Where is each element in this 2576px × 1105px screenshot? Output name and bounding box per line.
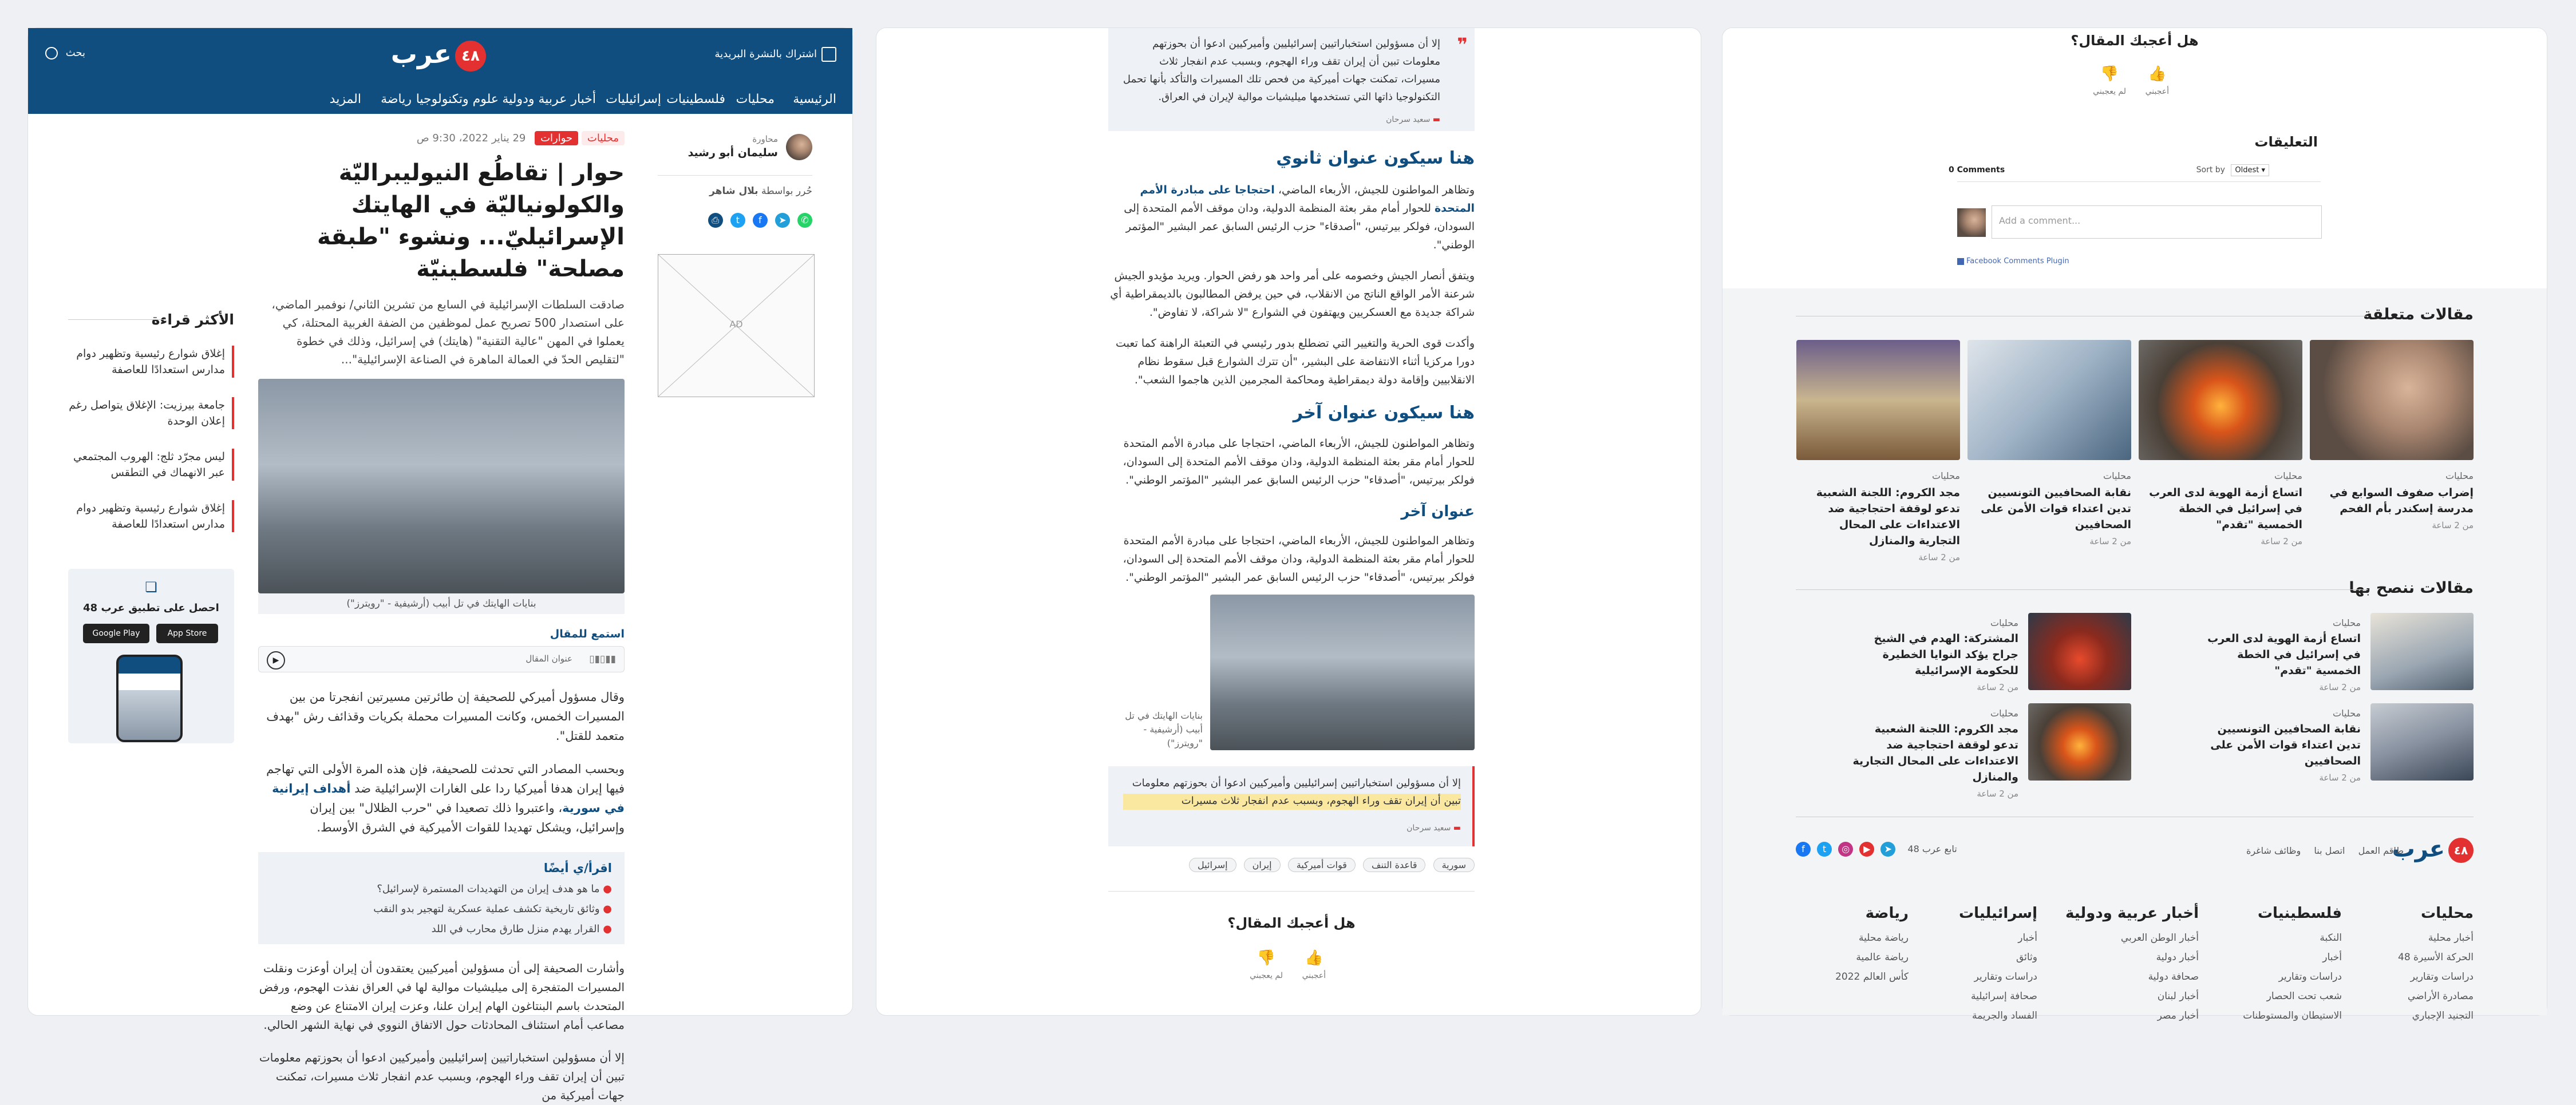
related-category: محليات bbox=[2274, 470, 2302, 481]
related-image[interactable] bbox=[2139, 340, 2302, 460]
subcategory-tag[interactable]: حوارات bbox=[535, 131, 578, 145]
footer-link[interactable]: اتصل بنا bbox=[2314, 845, 2345, 856]
footer-column-title[interactable]: فلسطينيات bbox=[2257, 905, 2342, 922]
recommended-image[interactable] bbox=[2028, 613, 2131, 690]
read-also-title: اقرأ/ي أيضًا bbox=[543, 861, 612, 875]
instagram-icon[interactable]: ◎ bbox=[1838, 842, 1853, 857]
edited-by-prefix: حُرر بواسطة bbox=[761, 185, 812, 197]
footer-item[interactable]: أخبار bbox=[2018, 932, 2037, 944]
related-time: من 2 ساعة bbox=[2261, 536, 2302, 546]
footer-item[interactable]: كأس العالم 2022 bbox=[1835, 971, 1909, 983]
article-body bbox=[1108, 142, 1475, 587]
sort-select[interactable]: Oldest ▾ bbox=[2231, 164, 2269, 176]
paragraph: وتظاهر المواطنون للجيش، الأربعاء الماضي، احتجاجا على مبادرة الأمم المتحدة للحوار أمام مقر بعثة المنظمة الدولية، ودان موقف الأمم المتحدة إلى السودان، فولكر بيرتيس، "أصدقاء" حزب الرئيس السابق عمر البشير "المؤتمر الوطني". bbox=[1123, 437, 1475, 486]
highlight-quote: إلا أن مسؤولين استخباراتيين إسرائيليين وأميركيين ادعوا أن بحوزتهم معلومات تبين أن إيران تقف وراء الهجوم، وبسبب عدم انفجار ثلاث مسيرات ▬ سعيد سرحان bbox=[1108, 766, 1475, 846]
play-icon[interactable]: ▶ bbox=[267, 651, 285, 670]
footer-item[interactable]: الفساد والجريمة bbox=[1972, 1010, 2037, 1021]
youtube-icon[interactable]: ▶ bbox=[1859, 842, 1874, 857]
feedback-question: هل أعجبك المقال؟ bbox=[1227, 915, 1356, 931]
nav-item[interactable]: الرئيسية bbox=[793, 92, 836, 106]
nav-item[interactable]: المزيد bbox=[329, 92, 361, 106]
inline-image[interactable] bbox=[1210, 595, 1475, 750]
read-also-box bbox=[258, 852, 625, 944]
newsletter-icon bbox=[821, 47, 836, 62]
quote-author: سعيد سرحان bbox=[1386, 115, 1431, 124]
paragraph: وتظاهر المواطنون للجيش، الأربعاء الماضي، احتجاجا على مبادرة الأمم المتحدة للحوار أمام مقر بعثة المنظمة الدولية، ودان موقف الأمم المتحدة إلى السودان، فولكر بيرتيس، "أصدقاء" حزب الرئيس السابق عمر البشير "المؤتمر الوطني". bbox=[1123, 534, 1475, 584]
quote-icon: ❞ bbox=[1457, 34, 1468, 56]
related-headline[interactable]: نقابة الصحافيين التونسيين تدين اعتداء قوات الأمن على الصحافيين bbox=[1981, 486, 2131, 531]
twitter-icon[interactable]: t bbox=[1817, 842, 1832, 857]
editor-name[interactable]: بلال شاهر bbox=[709, 185, 758, 197]
article-meta bbox=[258, 131, 625, 145]
related-card[interactable] bbox=[1967, 340, 2131, 546]
tag-pill[interactable]: قوات أميركية bbox=[1288, 858, 1356, 872]
footer-item[interactable]: أخبار الوطن العربي bbox=[2120, 932, 2199, 944]
related-card[interactable] bbox=[2139, 340, 2302, 546]
most-read-item[interactable]: إغلاق شوارع رئيسية وتظهير دوام مدارس استعدادًا للعاصفة bbox=[68, 346, 234, 378]
most-read-item[interactable]: ليس مجرّد ثلج: الهروب المجتمعي عبر الانهماك في التطقس bbox=[68, 449, 234, 481]
twitter-icon[interactable]: t bbox=[730, 213, 745, 228]
footer-column bbox=[2056, 905, 2199, 1029]
footer-item[interactable]: دراسات وتقارير bbox=[2410, 971, 2474, 983]
share-bar bbox=[708, 213, 812, 228]
read-also-item[interactable]: ● وثائق تاريخية تكشف عملية عسكرية لتهجير بدو النقب bbox=[373, 903, 612, 915]
recommended-time: من 2 ساعة bbox=[1977, 789, 2018, 799]
nav-item[interactable]: أخبار عربية ودولية bbox=[502, 92, 596, 106]
article-title: حوار | تقاطُع النيوليبراليّة والكولونياليّة في الهايتك الإسرائيليّ... ونشوء "طبقة مصلحة" فلسطينيّة bbox=[317, 160, 625, 282]
footer-link[interactable]: وظائف شاغرة bbox=[2246, 845, 2301, 856]
related-image[interactable] bbox=[1967, 340, 2131, 460]
dislike-label: لم يعجبني bbox=[1250, 971, 1283, 980]
footer-column-title[interactable]: محليات bbox=[2421, 905, 2474, 922]
quote-author: سعيد سرحان bbox=[1406, 823, 1451, 833]
app-icon: ❏ bbox=[145, 579, 157, 595]
site-logo[interactable] bbox=[391, 38, 486, 72]
footer-item[interactable]: دراسات وتقارير bbox=[1974, 971, 2037, 983]
footer-item[interactable]: أخبار دولية bbox=[2156, 952, 2199, 963]
follow-label: تابع عرب 48 bbox=[1907, 843, 1957, 854]
related-time: من 2 ساعة bbox=[2089, 536, 2131, 546]
facebook-icon[interactable]: f bbox=[753, 213, 768, 228]
subscribe-link[interactable] bbox=[714, 47, 836, 62]
footer-links bbox=[2246, 845, 2404, 856]
article-top-panel bbox=[27, 27, 853, 1102]
recommended-item[interactable] bbox=[2206, 617, 2361, 692]
most-read-item[interactable]: جامعة بيرزيت: الإغلاق يتواصل رغم إعلان الوحدة bbox=[68, 397, 234, 429]
author-name[interactable]: سليمان أبو رشيد bbox=[688, 146, 778, 159]
recommended-image[interactable] bbox=[2370, 703, 2474, 781]
nav-item[interactable]: رياضة bbox=[381, 92, 412, 106]
footer-item[interactable]: وثائق bbox=[2016, 952, 2037, 963]
whatsapp-icon[interactable]: ✆ bbox=[797, 213, 812, 228]
dislike-button[interactable] bbox=[2093, 65, 2126, 96]
footer-item[interactable]: أخبار bbox=[2322, 952, 2342, 963]
footer-item[interactable]: أخبار لبنان bbox=[2157, 991, 2199, 1002]
logo-text: عرب bbox=[390, 38, 452, 69]
article-main bbox=[258, 131, 625, 1105]
subscribe-label: اشتراك بالنشرة البريدية bbox=[714, 48, 817, 60]
recommended-title: مقالات ننصح بها bbox=[2349, 579, 2474, 597]
paragraph: وبحسب المصادر التي تحدثت للصحيفة، فإن هذه المرة الأولى التي تهاجم فيها إيران هدفا أميركيا ردا على الغارات الإسرائيلية ضد أهداف إيرانية في سورية، واعتبروا ذلك تصعيدا في "حرب الظلال" بين إيران وإسرائيل، ويشكل تهديدا للقوات الأميركية في الشرق الأوسط. bbox=[266, 762, 625, 834]
footer-item[interactable]: الحركة الأسيرة 48 bbox=[2398, 952, 2474, 963]
facebook-icon[interactable]: f bbox=[1796, 842, 1811, 857]
thumbs-down-icon: 👎 bbox=[2100, 65, 2119, 82]
footer-item[interactable]: رياضة عالمية bbox=[1856, 952, 1909, 963]
audio-player bbox=[258, 646, 625, 672]
nav-item[interactable]: علوم وتكنولوجيا bbox=[416, 92, 499, 106]
nav-item[interactable]: إسرائيليات bbox=[606, 92, 661, 106]
ad-slot[interactable] bbox=[658, 254, 815, 397]
paragraph: وأشارت الصحيفة إلى أن مسؤولين أميركيين يعتقدون أن إيران أوعزت ونقلت المسيرات المتفجرة إلى ميليشيات موالية لها في العراق نفذت الهجوم، ورفض المتحدث باسم البنتاغون الهام إيران علنا، وعزت إيران الامتناع عن وضع مصاعب أمام استئناف المحادثات حول الاتفاق النووي في نهاية الشهر الحالي. bbox=[259, 961, 625, 1032]
main-nav bbox=[28, 85, 852, 114]
image-caption: بنايات الهايتك في تل أبيب (أرشيفية - "رويترز") bbox=[258, 593, 625, 614]
telegram-icon[interactable]: ➤ bbox=[775, 213, 790, 228]
paragraph: وأكدت قوى الحرية والتغيير التي تضطلع بدور رئيسي في التعبئة الراهنة كما تعبت دورا مركزيا أثناء الانتفاضة على البشير، "أن تترك الشوارع قبل سقوط نظام الانقلابيين وإقامة دولة ديمقراطية ومحاكمة المجرمين الذين هاجموا الشعب". bbox=[1116, 337, 1475, 386]
author-role: محاورة bbox=[752, 134, 778, 144]
article-lead: صادقت السلطات الإسرائيلية في السابع من تشرين الثاني/ نوفمبر الماضي، على استصدار 500 تصريح عمل لموظفين من الضفة الغربية المحتلة، كي يعملوا في المهن "عالية التقنية" (هايتك) في إسرائيل، وذلك في خطوة "لتقليص الحدّ في العمالة الماهرة في الصناعة الإسرائيلية"... bbox=[271, 298, 625, 366]
comment-placeholder: Add a comment... bbox=[1999, 215, 2081, 226]
recommended-time: من 2 ساعة bbox=[2319, 773, 2361, 783]
footer-item[interactable]: الاستيطان والمستوطنات bbox=[2243, 1010, 2342, 1021]
nav-item[interactable]: محليات bbox=[736, 92, 775, 106]
read-also-item[interactable]: ● القرار يهدم منزل طارق محارب في اللد bbox=[431, 923, 612, 935]
dislike-label: لم يعجبني bbox=[2093, 87, 2126, 96]
footer-item[interactable]: مصادرة الأراضي bbox=[2407, 991, 2474, 1002]
footer-column-title[interactable]: رياضة bbox=[1865, 905, 1909, 922]
like-label: أعجبني bbox=[1302, 971, 1326, 980]
recommended-headline[interactable]: المشتركة: الهدم في الشيخ جراح يؤكد النوايا الخطيرة للحكومة الإسرائيلية bbox=[1874, 632, 2018, 677]
footer-column-title[interactable]: أخبار عربية ودولية bbox=[2065, 905, 2199, 922]
like-label: أعجبني bbox=[2145, 87, 2169, 96]
footer-item[interactable]: دراسات وتقارير bbox=[2278, 971, 2342, 983]
recommended-headline[interactable]: اتساع أزمة الهوية لدى العرب في إسرائيل في الخطة الخمسية "تقدم" bbox=[2207, 632, 2361, 677]
paragraph: ويتفق أنصار الجيش وخصومه على أمر واحد هو رفض الحوار. ويريد مؤيدو الجيش شرعنة الأمر الواقع الناتج من الانقلاب، في حين يرفض المطالبون بالديمقراطية أي شراكة جديدة مع العسكريين ويهتفون في الشوارع "لا شراكة، لا تفاوض". bbox=[1110, 270, 1475, 319]
inline-link[interactable]: احتجاجا على مبادرة الأمم المتحدة bbox=[1140, 184, 1475, 215]
section-heading: هنا سيكون عنوان آخر bbox=[1293, 403, 1475, 423]
tag-pill[interactable]: إيران bbox=[1244, 858, 1281, 872]
pull-quote: ❞ إلا أن مسؤولين استخباراتيين إسرائيليين وأميركيين ادعوا أن بحوزتهم معلومات تبين أن إيران تقف وراء الهجوم، وبسبب عدم انفجار ثلاث مسيرات، تمكنت جهات أميركية من فحص تلك المسيرات والتأكد بأنها تحمل التكنولوجيا ذاتها التي تستخدمها ميليشيات موالية لإيران في العراق. ▬ سعيد سرحان bbox=[1108, 28, 1475, 131]
thumbs-down-icon: 👎 bbox=[1257, 949, 1276, 967]
recommended-category: محليات bbox=[2333, 708, 2361, 719]
search-button[interactable] bbox=[45, 47, 85, 60]
footer-item[interactable]: شعب تحت الحصار bbox=[2266, 991, 2342, 1002]
related-category: محليات bbox=[2103, 470, 2131, 481]
logo-badge: ٤٨ bbox=[2448, 838, 2474, 863]
quote-text: إلا أن مسؤولين استخباراتيين إسرائيليين وأميركيين ادعوا أن بحوزتهم معلومات تبين أن إيران تقف وراء الهجوم، وبسبب عدم انفجار ثلاث مسيرات bbox=[1123, 774, 1461, 810]
related-card[interactable] bbox=[1796, 340, 1960, 563]
like-button[interactable] bbox=[1302, 949, 1326, 980]
tag-pill[interactable]: قاعدة التنف bbox=[1363, 858, 1425, 872]
recommended-headline[interactable]: نقابة الصحافيين التونسيين تدين اعتداء قوات الأمن على الصحافيين bbox=[2210, 723, 2361, 767]
like-button[interactable] bbox=[2146, 65, 2169, 96]
recommended-item[interactable] bbox=[1847, 708, 2018, 799]
most-read bbox=[68, 311, 234, 563]
comment-input[interactable] bbox=[1992, 205, 2322, 239]
comments-bar bbox=[1949, 165, 2315, 175]
related-card[interactable] bbox=[2310, 340, 2474, 530]
search-label: بحث bbox=[65, 47, 86, 59]
footer-column bbox=[1923, 905, 2037, 1029]
phone-mockup bbox=[116, 655, 183, 742]
read-also-item[interactable]: ● ما هو هدف إيران من التهديدات المستمرة لإسرائيل؟ bbox=[377, 883, 612, 895]
footer-item[interactable]: رياضة محلية bbox=[1858, 932, 1909, 944]
section-heading: عنوان آخر bbox=[1401, 503, 1475, 520]
related-category: محليات bbox=[2445, 470, 2474, 481]
thumbs-up-icon: 👍 bbox=[2148, 65, 2167, 82]
most-read-title: الأكثر قراءة bbox=[151, 311, 234, 328]
footer-link[interactable]: طاقم العمل bbox=[2358, 845, 2404, 856]
related-time: من 2 ساعة bbox=[1918, 552, 1960, 563]
related-headline[interactable]: مجد الكروم: اللجنة الشعبية تدعو لوقفة احتجاجية ضد الاعتداءات على المحال التجارية والمنازل bbox=[1816, 486, 1960, 547]
facebook-icon bbox=[1957, 258, 1964, 265]
footer-item[interactable]: صحافة إسرائيلية bbox=[1970, 991, 2037, 1002]
facebook-plugin-link[interactable]: Facebook Comments Plugin bbox=[1957, 257, 2069, 266]
feedback-question: هل أعجبك المقال؟ bbox=[2071, 33, 2199, 49]
footer-item[interactable]: صحافة دولية bbox=[2148, 971, 2199, 983]
commenter-avatar bbox=[1957, 208, 1986, 237]
footer-item[interactable]: أخبار محلية bbox=[2428, 932, 2474, 944]
sort-label: Sort by bbox=[2196, 165, 2225, 175]
tag-pill[interactable]: سورية bbox=[1433, 858, 1475, 872]
app-store-button[interactable]: App Store bbox=[156, 624, 218, 643]
logo-text: عرب bbox=[2392, 836, 2445, 862]
related-headline[interactable]: إضراب صفوف السوابع في مدرسة إسكندر بأم الفحم bbox=[2329, 486, 2474, 515]
quote-text: إلا أن مسؤولين استخباراتيين إسرائيليين وأميركيين ادعوا أن بحوزتهم معلومات تبين أن إيران تقف وراء الهجوم، وبسبب عدم انفجار ثلاث مسيرات، تمكنت جهات أميركية من فحص تلك المسيرات والتأكد بأنها تحمل التكنولوجيا ذاتها التي تستخدمها ميليشيات موالية لإيران في العراق. bbox=[1123, 38, 1440, 103]
related-time: من 2 ساعة bbox=[2432, 520, 2474, 530]
footer-column bbox=[2359, 905, 2474, 1029]
recommended-category: محليات bbox=[2333, 617, 2361, 628]
comments-title: التعليقات bbox=[2254, 134, 2318, 150]
image-caption: بنايات الهايتك في تل أبيب (أرشيفية - "رويترز") bbox=[1125, 710, 1203, 748]
related-image[interactable] bbox=[1796, 340, 1960, 460]
app-promo bbox=[68, 569, 234, 743]
paragraph: وقال مسؤول أميركي للصحيفة إن طائرتين مسيرتين انفجرتا من بين المسيرات الخمس، وكانت المسيرات محملة بكريات وقذائف رش "بهدف متعمد للقتل". bbox=[266, 690, 625, 743]
google-play-button[interactable]: Google Play bbox=[83, 624, 149, 643]
listen-title: استمع للمقال bbox=[550, 628, 625, 640]
waveform-icon: ▮▮▯▮▯ bbox=[589, 654, 616, 665]
footer-item[interactable]: النكبة bbox=[2320, 932, 2342, 944]
related-image[interactable] bbox=[2310, 340, 2474, 460]
inline-link[interactable]: أهداف إيرانية في سورية bbox=[272, 782, 625, 815]
footer-column bbox=[1805, 905, 1909, 991]
print-icon[interactable]: ⎙ bbox=[708, 213, 723, 228]
search-icon bbox=[45, 47, 58, 60]
social-links bbox=[1796, 842, 1957, 857]
recommended-image[interactable] bbox=[2028, 703, 2131, 781]
comment-count: 0 Comments bbox=[1949, 165, 2005, 175]
category-tag[interactable]: محليات bbox=[582, 131, 625, 145]
paragraph: إلا أن مسؤولين استخباراتيين إسرائيليين وأميركيين ادعوا أن بحوزتهم معلومات تبين أن إيران تقف وراء الهجوم، وبسبب عدم انفجار ثلاث مسيرات، تمكنت جهات أميركية من bbox=[259, 1051, 625, 1102]
footer-column-title[interactable]: إسرائيليات bbox=[1958, 905, 2037, 922]
ad-label: AD bbox=[729, 319, 743, 330]
recommended-category: محليات bbox=[1990, 708, 2018, 719]
section-heading: هنا سيكون عنوان ثانوي bbox=[1276, 148, 1475, 168]
footer-column bbox=[2216, 905, 2342, 1029]
recommended-time: من 2 ساعة bbox=[1977, 682, 2018, 692]
footer-logo[interactable] bbox=[2392, 836, 2474, 863]
logo-badge: ٤٨ bbox=[455, 41, 486, 72]
recommended-time: من 2 ساعة bbox=[2319, 682, 2361, 692]
nav-item[interactable]: فلسطينيات bbox=[666, 92, 725, 106]
related-headline[interactable]: اتساع أزمة الهوية لدى العرب في إسرائيل في الخطة الخمسية "تقدم" bbox=[2149, 486, 2302, 531]
article-middle-panel bbox=[876, 27, 1701, 1016]
article-image[interactable] bbox=[258, 379, 625, 593]
author-avatar[interactable] bbox=[786, 134, 812, 160]
recommended-item[interactable] bbox=[2206, 708, 2361, 783]
telegram-icon[interactable]: ➤ bbox=[1880, 842, 1895, 857]
thumbs-up-icon: 👍 bbox=[1305, 949, 1323, 967]
dislike-button[interactable] bbox=[1250, 949, 1283, 980]
footer-item[interactable]: التجنيد الإجباري bbox=[2412, 1010, 2474, 1021]
footer-item[interactable]: أخبار مصر bbox=[2157, 1010, 2199, 1021]
related-category: محليات bbox=[1932, 470, 1960, 481]
most-read-item[interactable]: إغلاق شوارع رئيسية وتظهير دوام مدارس استعدادًا للعاصفة bbox=[68, 500, 234, 532]
related-title: مقالات متعلقة bbox=[2363, 306, 2474, 323]
site-header bbox=[28, 28, 852, 114]
paragraph: وتظاهر المواطنون للجيش، الأربعاء الماضي، احتجاجا على مبادرة الأمم المتحدة للحوار أمام مقر بعثة المنظمة الدولية، ودان موقف الأمم المتحدة إلى السودان، فولكر بيرتيس، "أصدقاء" حزب الرئيس السابق عمر البشير "المؤتمر الوطني". bbox=[1124, 184, 1475, 251]
recommended-category: محليات bbox=[1990, 617, 2018, 628]
recommended-headline[interactable]: مجد الكروم: اللجنة الشعبية تدعو لوقفة احتجاجية ضد الاعتداءات على المحال التجارية والمنازل bbox=[1852, 723, 2018, 783]
recommended-image[interactable] bbox=[2370, 613, 2474, 690]
article-date: 29 يناير 2022، 9:30 ص bbox=[416, 132, 526, 144]
article-bottom-panel bbox=[1722, 27, 2547, 1021]
audio-title: عنوان المقال bbox=[526, 654, 572, 664]
recommended-item[interactable] bbox=[1847, 617, 2018, 692]
tag-pill[interactable]: إسرائيل bbox=[1189, 858, 1236, 872]
tag-list bbox=[1108, 858, 1475, 872]
app-promo-title: احصل على تطبيق عرب 48 bbox=[83, 602, 219, 614]
